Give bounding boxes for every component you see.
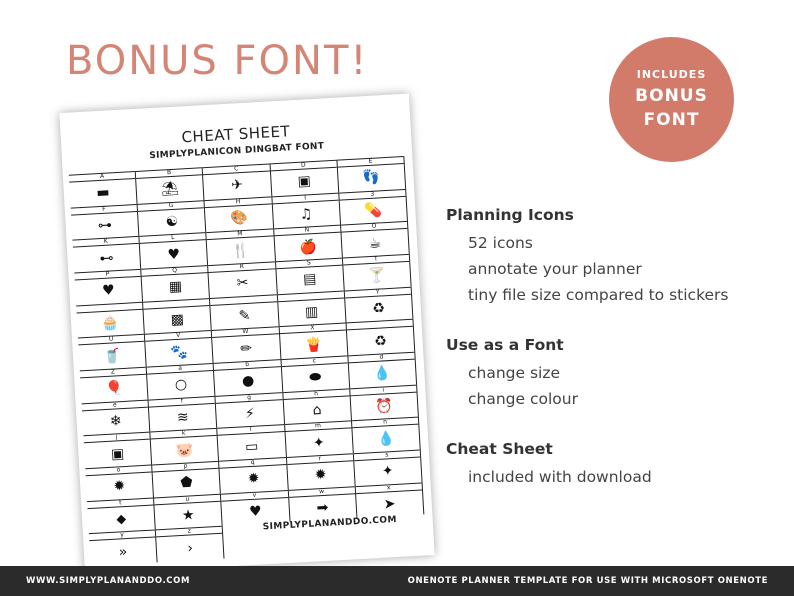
dingbat-letter: Q (141, 265, 208, 277)
dingbat-letter: I (272, 192, 339, 204)
dingbat-cell (85, 464, 154, 500)
dingbat-cell (156, 526, 225, 562)
cheat-sheet-preview (59, 94, 434, 575)
dingbat-cell (212, 327, 281, 363)
dingbat-cell (80, 367, 149, 403)
dingbat-letter: O (341, 221, 408, 233)
dingbat-letter: m (285, 421, 352, 433)
dingbat-letter: y (89, 530, 156, 542)
dingbat-letter: E (337, 156, 404, 168)
dingbat-cell (274, 225, 343, 261)
section-title: Use as a Font (446, 336, 564, 354)
dingbat-cell (210, 294, 279, 330)
dingbat-letter: U (78, 334, 145, 346)
dingbat-letter: C (203, 164, 270, 176)
dingbat-icon: ⊶ (97, 217, 113, 235)
dingbat-cell (140, 232, 209, 268)
badge-line-2: BONUS (635, 85, 708, 106)
dingbat-cell (285, 421, 354, 457)
dingbat-icon: ▩ (170, 311, 185, 329)
dingbat-cell (141, 265, 210, 301)
dingbat-cell (207, 229, 276, 265)
dingbat-letter: i (350, 384, 417, 396)
dingbat-icon: 🎨 (229, 209, 249, 227)
dingbat-cell (89, 530, 158, 566)
dingbat-letter: p (152, 461, 219, 473)
dingbat-letter: Z (80, 367, 147, 379)
dingbat-letter: W (212, 327, 279, 339)
dingbat-cell (149, 395, 218, 431)
dingbat-letter: b (214, 359, 281, 371)
dingbat-icon: ✹ (113, 478, 126, 496)
dingbat-icon: 💧 (373, 365, 392, 383)
section-item: change size (468, 364, 561, 382)
dingbat-cell (203, 163, 272, 199)
dingbat-cell (277, 290, 346, 326)
dingbat-cell (281, 355, 350, 391)
dingbat-cell (78, 334, 147, 370)
dingbat-letter: R (208, 261, 275, 273)
dingbat-icon: ✹ (314, 467, 327, 484)
badge-line-1: INCLUDES (636, 67, 707, 81)
dingbat-letter: j (83, 432, 150, 444)
dingbat-icon: 🧁 (101, 315, 120, 333)
dingbat-icon: ♥ (248, 503, 263, 521)
dingbat-icon: ⬟ (179, 474, 194, 492)
dingbat-icon: ⛱ (160, 180, 180, 198)
footer-website: WWW.SIMPLYPLANANDDO.COM (26, 576, 191, 586)
dingbat-cell (69, 171, 138, 207)
dingbat-letter: H (205, 196, 272, 208)
cheat-sheet-paper (59, 94, 434, 575)
dingbat-cell (71, 204, 140, 240)
section-title: Planning Icons (446, 206, 574, 224)
dingbat-icon: ▣ (110, 445, 125, 463)
dingbat-icon: ▭ (244, 438, 259, 455)
dingbat-cell (205, 196, 274, 232)
dingbat-letter: L (140, 232, 207, 244)
dingbat-cell (352, 417, 421, 453)
dingbat-icon: ✏ (239, 340, 253, 358)
dingbat-icon: 🎈 (104, 380, 124, 398)
dingbat-cell (218, 424, 287, 460)
dingbat-letter: a (147, 363, 214, 375)
dingbat-icon: ▬ (95, 184, 111, 202)
dingbat-icon: ✂ (236, 275, 249, 292)
dingbat-cell (346, 319, 415, 355)
dingbat-cell (152, 461, 221, 497)
footer-bar (0, 566, 794, 596)
footer-tagline: ONENOTE PLANNER TEMPLATE FOR USE WITH MICROSOFT ONENOTE (407, 576, 768, 586)
dingbat-cell (341, 221, 410, 257)
dingbat-letter: F (71, 204, 138, 216)
sheet-url: SIMPLYPLANANDDO.COM (262, 514, 398, 533)
dingbat-letter: s (354, 450, 421, 462)
section-item: tiny file size compared to stickers (468, 286, 729, 304)
dingbat-icon: ⊷ (99, 249, 115, 267)
dingbat-icon: ♻ (371, 300, 386, 317)
dingbat-icon: ♫ (299, 206, 313, 223)
dingbat-icon: ✈ (230, 177, 244, 194)
dingbat-letter: g (216, 392, 283, 404)
dingbat-icon: ⏰ (374, 397, 394, 415)
dingbat-letter: P (74, 269, 141, 281)
dingbat-cell (348, 352, 417, 388)
section-item: included with download (468, 468, 652, 486)
dingbat-icon: ☕ (368, 235, 382, 252)
dingbat-icon: ▣ (297, 173, 312, 191)
dingbat-icon: 💊 (364, 202, 383, 220)
dingbat-cell (214, 359, 283, 395)
section-item: annotate your planner (468, 260, 642, 278)
dingbat-icon: ★ (181, 507, 196, 524)
dingbat-icon: ≋ (176, 409, 190, 427)
dingbat-grid (69, 156, 426, 566)
dingbat-cell (208, 261, 277, 297)
dingbat-icon: ✎ (238, 307, 251, 325)
headline: BONUS FONT! (66, 38, 369, 84)
dingbat-icon: 💧 (376, 430, 396, 448)
dingbat-icon: ☯ (165, 213, 179, 231)
dingbat-letter: d (348, 352, 415, 364)
dingbat-letter: D (270, 160, 337, 172)
dingbat-icon: ○ (174, 376, 188, 394)
dingbat-cell (216, 392, 285, 428)
dingbat-letter: f (149, 396, 216, 408)
dingbat-letter: o (85, 465, 152, 477)
dingbat-cell (283, 388, 352, 424)
dingbat-letter: c (281, 355, 348, 367)
dingbat-icon: ⌂ (312, 401, 322, 419)
dingbat-cell (151, 428, 220, 464)
dingbat-icon: ▤ (302, 271, 317, 289)
dingbat-icon: ♥ (167, 246, 181, 263)
dingbat-letter: S (276, 258, 343, 270)
dingbat-letter: u (154, 493, 221, 505)
dingbat-letter: T (343, 254, 410, 266)
dingbat-icon: 🍸 (367, 267, 387, 285)
dingbat-cell (136, 167, 205, 203)
sheet-title: CHEAT SHEET (181, 122, 291, 147)
dingbat-letter: G (138, 200, 205, 212)
dingbat-cell (82, 399, 151, 435)
dingbat-letter: x (355, 482, 422, 494)
dingbat-letter: Y (345, 286, 412, 298)
dingbat-icon: ♻ (373, 332, 388, 350)
dingbat-letter: h (283, 388, 350, 400)
feature-list (446, 204, 786, 490)
dingbat-icon: ➤ (383, 495, 396, 513)
dingbat-icon: ▦ (168, 278, 183, 296)
dingbat-cell (143, 298, 212, 334)
section-title: Cheat Sheet (446, 440, 553, 458)
dingbat-icon: ✹ (247, 470, 260, 488)
dingbat-letter: A (69, 171, 136, 183)
dingbat-icon: ⚡ (244, 405, 256, 423)
dingbat-letter: n (352, 417, 419, 429)
dingbat-letter: N (274, 225, 341, 237)
dingbat-letter: 3 (339, 189, 406, 201)
dingbat-cell (276, 258, 345, 294)
dingbat-letter: B (136, 167, 203, 179)
dingbat-letter: r (287, 453, 354, 465)
dingbat-cell (339, 189, 408, 225)
dingbat-letter: M (207, 229, 274, 241)
dingbat-letter: t (87, 497, 154, 509)
section-item: 52 icons (468, 234, 533, 252)
dingbat-icon: ❄ (109, 413, 123, 430)
dingbat-icon: ⬬ (308, 369, 322, 386)
dingbat-letter: q (219, 457, 286, 469)
dingbat-cell (270, 160, 339, 196)
dingbat-cell (76, 301, 145, 337)
dingbat-icon: › (186, 540, 194, 557)
dingbat-cell (345, 286, 414, 322)
dingbat-icon: 👣 (362, 169, 381, 187)
dingbat-cell (138, 200, 207, 236)
dingbat-letter: K (72, 236, 139, 248)
dingbat-cell (72, 236, 141, 272)
dingbat-cell (145, 330, 214, 366)
dingbat-letter: z (156, 526, 223, 538)
dingbat-icon: ♥ (101, 282, 116, 300)
dingbat-icon: 🍎 (298, 238, 318, 256)
section-gap (446, 412, 786, 438)
section-gap (446, 308, 786, 334)
dingbat-cell (272, 192, 341, 228)
dingbat-icon: ➡ (316, 499, 329, 517)
dingbat-letter: l (218, 424, 285, 436)
dingbat-icon: 🐾 (170, 343, 189, 361)
dingbat-cell (354, 449, 423, 485)
dingbat-letter: X (279, 323, 346, 335)
dingbat-cell (87, 497, 156, 533)
dingbat-icon: 🍟 (304, 336, 323, 354)
dingbat-icon: ● (241, 373, 255, 390)
dingbat-icon: ✦ (312, 434, 326, 452)
dingbat-cell (337, 156, 406, 192)
dingbat-icon: 🐷 (175, 441, 194, 459)
dingbat-icon: ▥ (304, 303, 319, 321)
dingbat-letter: k (151, 428, 218, 440)
dingbat-icon: 🍴 (231, 242, 250, 260)
dingbat-icon: ⬥ (115, 511, 127, 528)
dingbat-cell (355, 482, 424, 518)
dingbat-cell (279, 323, 348, 359)
dingbat-letter: e (82, 399, 149, 411)
dingbat-letter: v (221, 490, 288, 502)
dingbat-icon: » (118, 543, 128, 561)
sheet-subtitle: SIMPLYPLANICON DINGBAT FONT (149, 141, 325, 162)
dingbat-cell (343, 254, 412, 290)
dingbat-letter: w (288, 486, 355, 498)
dingbat-cell (287, 453, 356, 489)
dingbat-cell (219, 457, 288, 493)
dingbat-icon: 🥤 (102, 347, 122, 365)
dingbat-letter: V (145, 330, 212, 342)
dingbat-cell (154, 493, 223, 529)
dingbat-cell (350, 384, 419, 420)
dingbat-icon: ✦ (381, 463, 395, 480)
badge-line-3: FONT (643, 109, 700, 130)
dingbat-cell (83, 432, 152, 468)
section-item: change colour (468, 390, 578, 408)
dingbat-cell (147, 363, 216, 399)
bonus-font-badge (609, 37, 734, 162)
dingbat-cell (74, 269, 143, 305)
